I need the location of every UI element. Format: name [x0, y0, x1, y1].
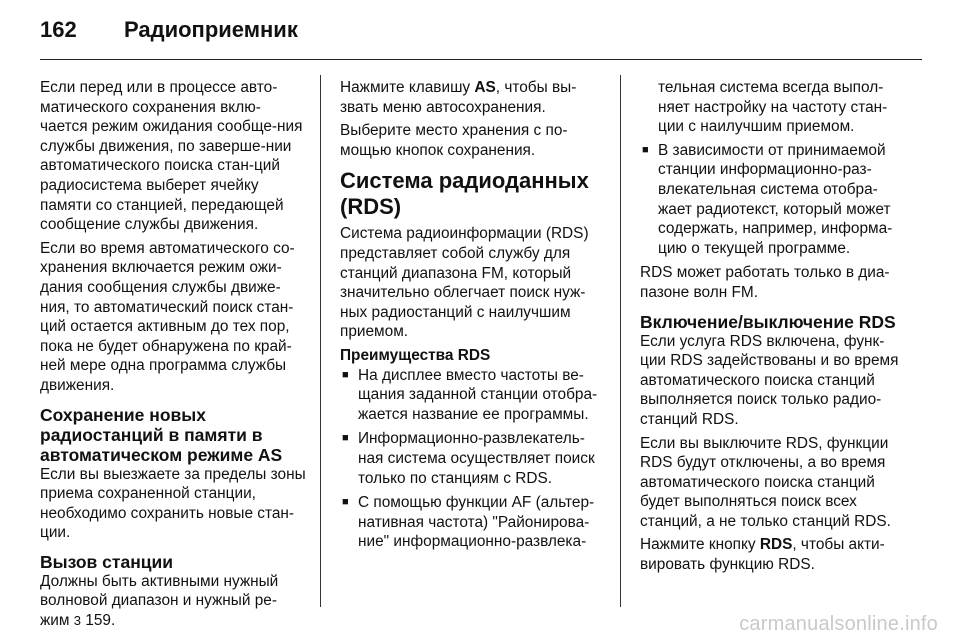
- list-item: [340, 429, 608, 488]
- list-item-text: Информационно-развлекатель-ная система осуществляет поиск только по станциям с RDS.: [358, 430, 595, 487]
- column-divider-left: [320, 75, 321, 607]
- square-bullet-icon: ■: [642, 143, 649, 156]
- list-item-text: В зависимости от принимаемой станции информационно-раз-влекательная система отобра-жает радиотекст, который может содержать, например, информа-цию о текущей программе.: [658, 141, 893, 257]
- paragraph: [640, 535, 906, 574]
- paragraph: Если вы выключите RDS, функции RDS будут отключены, а во время автоматического поиска станций будет выполняться поиск всех станций, а не только станций RDS.: [640, 434, 891, 530]
- paragraph-text: Нажмите клавишу: [340, 79, 475, 96]
- section-heading-rds: Система радиоданных (RDS): [340, 168, 589, 220]
- paragraph-text: Нажмите кнопку: [640, 536, 760, 554]
- page-title: Радиоприемник: [124, 17, 298, 42]
- column-divider-right: [620, 75, 621, 607]
- paragraph: [340, 78, 608, 117]
- square-bullet-icon: ■: [342, 368, 349, 381]
- paragraph-text: , чтобы акти-вировать функцию RDS.: [640, 536, 885, 574]
- paragraph: Если вы выезжаете за пределы зоны приема сохраненной станции, необходимо сохранить новые стан-ции.: [40, 465, 306, 542]
- watermark: carmanualsonline.info: [739, 613, 938, 635]
- page-header: [0, 0, 960, 58]
- paragraph: [40, 572, 306, 631]
- paragraph: тельная система всегда выпол-няет настройку на частоту стан-ции с наилучшим приемом.: [658, 79, 888, 136]
- paragraph: RDS может работать только в диа-пазоне волн FM.: [640, 264, 890, 301]
- header-rule: [40, 59, 922, 60]
- paragraph-text: , чтобы вы-звать меню автосохранения.: [340, 79, 577, 116]
- column-3: [640, 78, 906, 579]
- list-item-text: На дисплее вместо частоты ве-щания заданной станции отобра-жается название ее программы.: [358, 366, 598, 423]
- list-item: [340, 366, 608, 425]
- section-heading-rds-on-off: Включение/выключение RDS: [640, 311, 896, 332]
- list-item: [640, 141, 906, 259]
- paragraph: Если во время автоматического со-хранения включается режим ожи-дания сообщения службы движе-ния, то автоматический поиск стан-ций остается активным до тех пор, пока не будет обнаружена по край-ней мере одна программа службы движения.: [40, 239, 295, 394]
- square-bullet-icon: ■: [342, 432, 349, 445]
- page-reference-arrow-icon: 3: [73, 613, 81, 629]
- bullet-list: [340, 366, 608, 552]
- column-1: [40, 78, 306, 635]
- bullet-list: [640, 141, 906, 259]
- column-2: [340, 78, 608, 557]
- section-heading-save-stations: Сохранение новых радиостанций в памяти в автоматическом режиме AS: [40, 404, 283, 465]
- page-number: 162: [40, 17, 77, 42]
- square-bullet-icon: ■: [342, 496, 349, 509]
- section-heading-call-station: Вызов станции: [40, 551, 174, 572]
- list-item: [340, 493, 608, 552]
- subheading-rds-advantages: Преимущества RDS: [340, 346, 491, 364]
- paragraph: Если услуга RDS включена, функ-ции RDS задействованы и во время автоматического поиска станций выполняется поиск только радио-станций RDS.: [640, 332, 899, 428]
- paragraph: Если перед или в процессе авто-матического сохранения вклю-чается режим ожидания сообще-ния службы движения, по заверше-нии автоматического поиска стан-ций радиосистема выберет ячейку памяти со станцией, передающей сообщение службы движения.: [40, 79, 303, 234]
- paragraph-text: Должны быть активными нужный волновой диапазон и нужный ре-жим: [40, 572, 279, 630]
- paragraph: Система радиоинформации (RDS) представляет собой службу для станций диапазона FM, который значительно облегчает поиск нуж-ных радиостанций с наилучшим приемом.: [340, 225, 589, 341]
- key-label-as: AS: [474, 79, 496, 96]
- page-reference[interactable]: 159.: [85, 612, 116, 630]
- paragraph: Выберите место хранения с по-мощью кнопок сохранения.: [340, 122, 568, 159]
- list-item-text: С помощью функции AF (альтер-нативная частота) "Районирова-ние" информационно-развлека-: [358, 494, 595, 551]
- key-label-rds: RDS: [759, 536, 793, 554]
